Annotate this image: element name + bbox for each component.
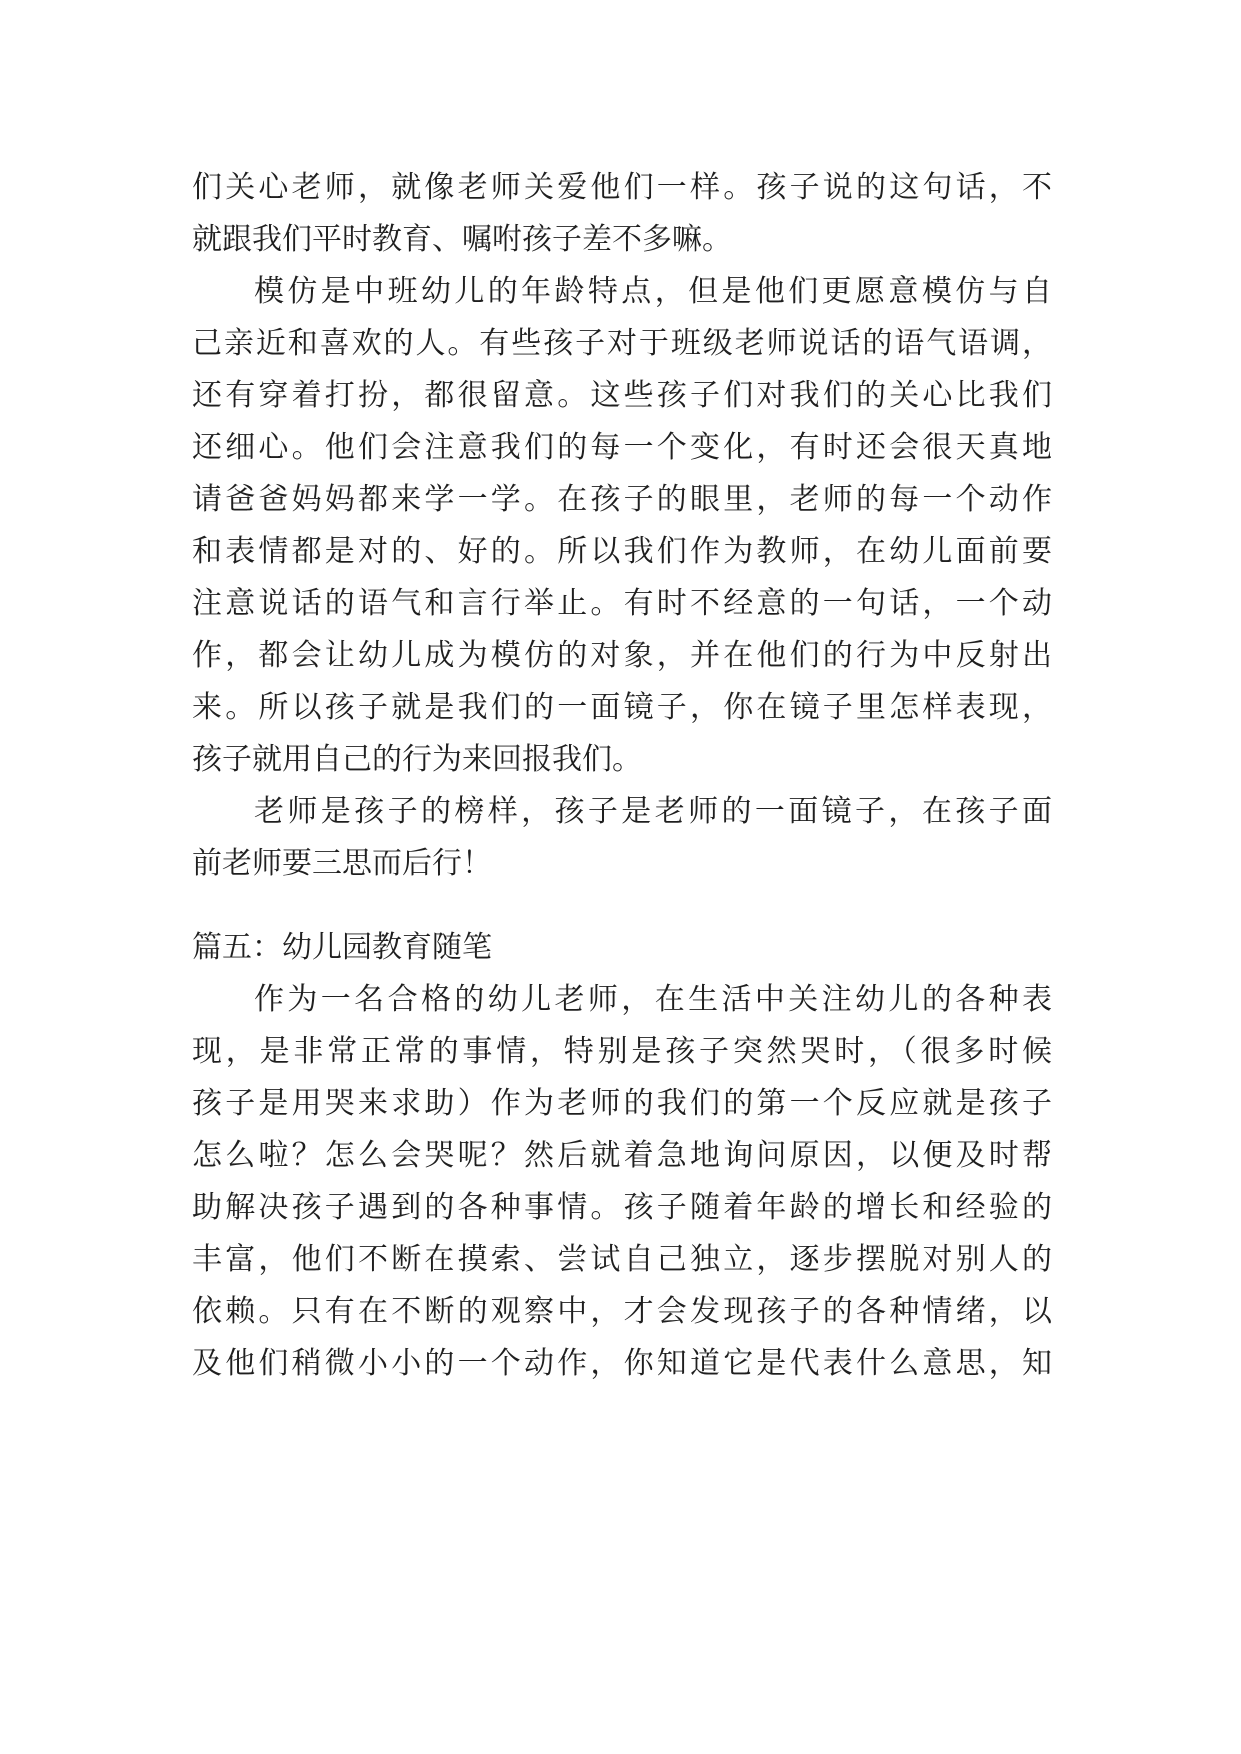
paragraph-line: 注意说话的语气和言行举止。有时不经意的一句话，一个动 <box>192 586 1052 621</box>
paragraph-line: 助解决孩子遇到的各种事情。孩子随着年龄的增长和经验的 <box>192 1190 1052 1225</box>
paragraph-line: 还有穿着打扮，都很留意。这些孩子们对我们的关心比我们 <box>192 378 1052 413</box>
paragraph-line: 及他们稍微小小的一个动作，你知道它是代表什么意思，知 <box>192 1346 1052 1381</box>
paragraph-line: 请爸爸妈妈都来学一学。在孩子的眼里，老师的每一个动作 <box>192 482 1052 517</box>
paragraph-line: 作为一名合格的幼儿老师，在生活中关注幼儿的各种表 <box>254 982 1052 1017</box>
paragraph-line: 老师是孩子的榜样，孩子是老师的一面镜子，在孩子面 <box>254 794 1052 829</box>
paragraph-line: 己亲近和喜欢的人。有些孩子对于班级老师说话的语气语调， <box>192 326 1052 361</box>
paragraph-line: 前老师要三思而后行！ <box>192 846 492 881</box>
paragraph-line: 模仿是中班幼儿的年龄特点，但是他们更愿意模仿与自 <box>254 274 1052 309</box>
paragraph-line: 丰富，他们不断在摸索、尝试自己独立，逐步摆脱对别人的 <box>192 1242 1052 1277</box>
paragraph-line: 作，都会让幼儿成为模仿的对象，并在他们的行为中反射出 <box>192 638 1052 673</box>
paragraph-line: 还细心。他们会注意我们的每一个变化，有时还会很天真地 <box>192 430 1052 465</box>
paragraph-line: 孩子就用自己的行为来回报我们。 <box>192 742 642 777</box>
paragraph-line: 依赖。只有在不断的观察中，才会发现孩子的各种情绪，以 <box>192 1294 1052 1329</box>
paragraph-line: 孩子是用哭来求助）作为老师的我们的第一个反应就是孩子 <box>192 1086 1052 1121</box>
paragraph-line: 就跟我们平时教育、嘱咐孩子差不多嘛。 <box>192 222 732 257</box>
paragraph-line: 现，是非常正常的事情，特别是孩子突然哭时，（很多时候 <box>192 1034 1052 1069</box>
paragraph-line: 和表情都是对的、好的。所以我们作为教师，在幼儿面前要 <box>192 534 1052 569</box>
paragraph-line: 来。所以孩子就是我们的一面镜子，你在镜子里怎样表现， <box>192 690 1052 725</box>
section-heading: 篇五：幼儿园教育随笔 <box>192 930 492 965</box>
paragraph-line: 们关心老师，就像老师关爱他们一样。孩子说的这句话，不 <box>192 170 1052 205</box>
paragraph-line: 怎么啦？怎么会哭呢？然后就着急地询问原因，以便及时帮 <box>192 1138 1052 1173</box>
